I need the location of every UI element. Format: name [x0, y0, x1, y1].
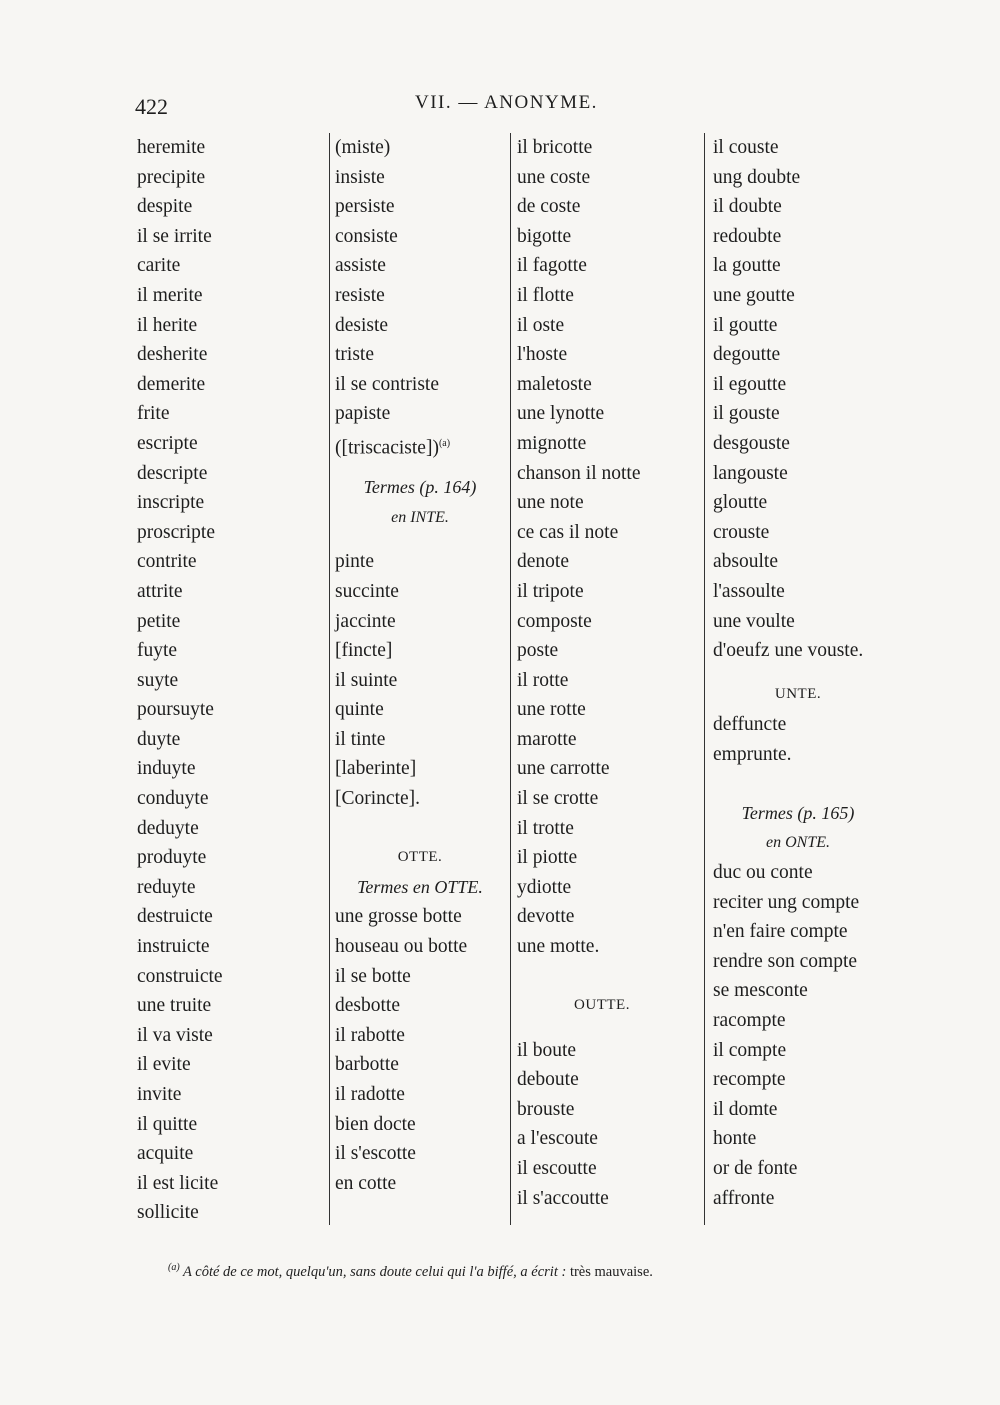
- footnote: [168, 1262, 653, 1281]
- list-item: crouste: [713, 521, 770, 543]
- list-item: succinte: [335, 580, 399, 602]
- list-item: barbotte: [335, 1054, 399, 1076]
- list-item: une note: [517, 492, 584, 514]
- list-item: papiste: [335, 403, 391, 425]
- list-item: il egoutte: [713, 373, 787, 395]
- list-item: recompte: [713, 1069, 786, 1091]
- list-item: a l'escoute: [517, 1128, 598, 1150]
- list-item: precipite: [137, 166, 206, 188]
- list-item: deffuncte: [713, 714, 787, 736]
- list-item: il merite: [137, 284, 203, 306]
- list-item: il domte: [713, 1098, 778, 1120]
- list-item: destruicte: [137, 906, 213, 928]
- list-item: une grosse botte: [335, 906, 462, 928]
- list-item: inscripte: [137, 492, 205, 514]
- list-item: devotte: [517, 906, 575, 928]
- list-item: honte: [713, 1128, 757, 1150]
- list-item: brouste: [517, 1098, 575, 1120]
- list-item: duc ou conte: [713, 862, 813, 884]
- list-item: l'hoste: [517, 344, 568, 366]
- list-item: il rotte: [517, 669, 569, 691]
- section-heading-inte: Termes (p. 164): [363, 477, 477, 498]
- list-item: deboute: [517, 1069, 579, 1091]
- list-item: poursuyte: [137, 699, 214, 721]
- list-item: maletoste: [517, 373, 592, 395]
- running-head: VII. — ANONYME.: [415, 92, 598, 113]
- list-item: il se irrite: [137, 225, 212, 247]
- list-item: ydiotte: [517, 876, 572, 898]
- section-subheading-onte: en ONTE.: [766, 834, 830, 852]
- list-item: ung doubte: [713, 166, 801, 188]
- footnote-marker: (a): [168, 1262, 180, 1273]
- list-item: construicte: [137, 965, 223, 987]
- list-item: quinte: [335, 699, 384, 721]
- list-item: carite: [137, 255, 181, 277]
- list-item: bien docte: [335, 1113, 416, 1135]
- list-item: reduyte: [137, 876, 196, 898]
- list-item: induyte: [137, 758, 196, 780]
- section-subheading-inte: en INTE.: [391, 508, 449, 526]
- list-item: il oste: [517, 314, 565, 336]
- list-item: il rabotte: [335, 1024, 405, 1046]
- list-item: il trotte: [517, 817, 574, 839]
- list-item: il quitte: [137, 1113, 198, 1135]
- list-item: despite: [137, 196, 193, 218]
- list-item: en cotte: [335, 1172, 397, 1194]
- list-item: triste: [335, 344, 374, 366]
- list-item: [Corincte].: [335, 788, 421, 810]
- list-item: conduyte: [137, 788, 209, 810]
- list-item: il s'escotte: [335, 1143, 416, 1165]
- section-heading-onte: Termes (p. 165): [741, 802, 855, 823]
- list-item: sollicite: [137, 1202, 199, 1224]
- list-item: une voulte: [713, 610, 795, 632]
- list-item: il se crotte: [517, 788, 599, 810]
- list-item: il doubte: [713, 196, 782, 218]
- list-item: (miste): [335, 137, 391, 158]
- list-item: une truite: [137, 995, 212, 1017]
- list-item: composte: [517, 610, 592, 632]
- list-item: instruicte: [137, 936, 210, 958]
- list-item: denote: [517, 551, 569, 573]
- list-item: consiste: [335, 225, 398, 247]
- list-item: assiste: [335, 255, 386, 277]
- list-item: gloutte: [713, 492, 768, 514]
- column-3: [510, 133, 702, 1225]
- list-item: il tripote: [517, 580, 584, 602]
- list-item: chanson il notte: [517, 462, 641, 484]
- list-item: escripte: [137, 432, 198, 454]
- list-item: il compte: [713, 1039, 787, 1061]
- list-item: il s'accoutte: [517, 1187, 609, 1209]
- list-item: fuyte: [137, 640, 178, 662]
- list-item: desgouste: [713, 432, 790, 454]
- list-item: affronte: [713, 1187, 775, 1209]
- list-item: il escoutte: [517, 1157, 597, 1179]
- list-item: il fagotte: [517, 255, 587, 277]
- list-item: il flotte: [517, 284, 574, 306]
- list-item: il couste: [713, 137, 779, 158]
- list-item: petite: [137, 610, 181, 632]
- list-item: invite: [137, 1084, 182, 1105]
- list-item: la goutte: [713, 255, 781, 277]
- list-item: houseau ou botte: [335, 936, 468, 958]
- list-item: insiste: [335, 166, 385, 188]
- list-item: desiste: [335, 314, 389, 336]
- list-item: il se contriste: [335, 373, 439, 395]
- list-item: ce cas il note: [517, 521, 619, 543]
- footnote-text: A côté de ce mot, quelqu'un, sans doute celui qui l'a biffé, a écrit :: [183, 1263, 567, 1280]
- list-item: marotte: [517, 728, 577, 750]
- list-item: ([triscaciste])$^{(a)}$: [335, 437, 451, 459]
- list-item: une motte.: [517, 936, 600, 958]
- section-subheading-otte: Termes en OTTE.: [357, 876, 483, 897]
- list-item: une goutte: [713, 284, 795, 306]
- list-item: attrite: [137, 580, 183, 602]
- list-item: se mesconte: [713, 980, 808, 1002]
- list-item: l'assoulte: [713, 580, 785, 602]
- list-item: reciter ung compte: [713, 891, 860, 913]
- list-item: [laberinte]: [335, 758, 417, 780]
- footnote-reference: (a): [438, 437, 451, 449]
- list-item: frite: [137, 403, 170, 425]
- list-item: acquite: [137, 1143, 194, 1165]
- list-item: or de fonte: [713, 1157, 798, 1179]
- list-item: persiste: [335, 196, 395, 218]
- list-item: deduyte: [137, 817, 199, 839]
- list-item: il boute: [517, 1039, 577, 1061]
- list-item: absoulte: [713, 551, 778, 573]
- section-heading-outte: OUTTE.: [574, 997, 630, 1014]
- list-item: jaccinte: [335, 610, 396, 632]
- list-item: descripte: [137, 462, 208, 484]
- list-item: desherite: [137, 344, 208, 366]
- list-item: il bricotte: [517, 137, 593, 158]
- list-item: il tinte: [335, 728, 386, 750]
- list-item: bigotte: [517, 225, 572, 247]
- section-heading-otte: OTTE.: [397, 849, 443, 866]
- column-4: [704, 133, 898, 1225]
- list-item: desbotte: [335, 995, 400, 1017]
- list-item: racompte: [713, 1010, 786, 1032]
- list-item: emprunte.: [713, 743, 792, 765]
- list-item: il est licite: [137, 1172, 219, 1194]
- list-item: de coste: [517, 196, 581, 218]
- list-item: il herite: [137, 314, 198, 336]
- section-heading-unte: UNTE.: [774, 686, 822, 703]
- list-item: une coste: [517, 166, 591, 188]
- list-item: il se botte: [335, 965, 411, 987]
- column-2: [329, 133, 520, 1225]
- list-item: suyte: [137, 669, 179, 691]
- list-item: n'en faire compte: [713, 921, 848, 943]
- list-item: il suinte: [335, 669, 398, 691]
- list-item: produyte: [137, 847, 207, 869]
- list-item: une lynotte: [517, 403, 605, 425]
- list-item: heremite: [137, 137, 206, 158]
- list-item: resiste: [335, 284, 385, 306]
- list-item: une carrotte: [517, 758, 610, 780]
- list-item: pinte: [335, 551, 374, 573]
- list-item: [fincte]: [335, 640, 393, 662]
- list-item: il gouste: [713, 403, 780, 425]
- list-item: poste: [517, 640, 559, 662]
- list-item: contrite: [137, 551, 197, 573]
- list-item: duyte: [137, 728, 181, 750]
- list-item: degoutte: [713, 344, 781, 366]
- list-item: langouste: [713, 462, 788, 484]
- list-item: il goutte: [713, 314, 778, 336]
- list-item: il piotte: [517, 847, 578, 869]
- list-item: mignotte: [517, 432, 587, 454]
- list-item: demerite: [137, 373, 206, 395]
- list-item: il va viste: [137, 1024, 213, 1046]
- list-item: une rotte: [517, 699, 586, 721]
- list-item: rendre son compte: [713, 950, 858, 972]
- list-item: il radotte: [335, 1084, 405, 1105]
- list-item: proscripte: [137, 521, 215, 543]
- page-number: 422: [135, 94, 168, 119]
- list-item: d'oeufz une vouste.: [713, 640, 864, 662]
- column-1: [137, 133, 322, 1228]
- list-item: redoubte: [713, 225, 782, 247]
- footnote-text-roman: très mauvaise.: [569, 1263, 653, 1280]
- list-item: il evite: [137, 1054, 191, 1076]
